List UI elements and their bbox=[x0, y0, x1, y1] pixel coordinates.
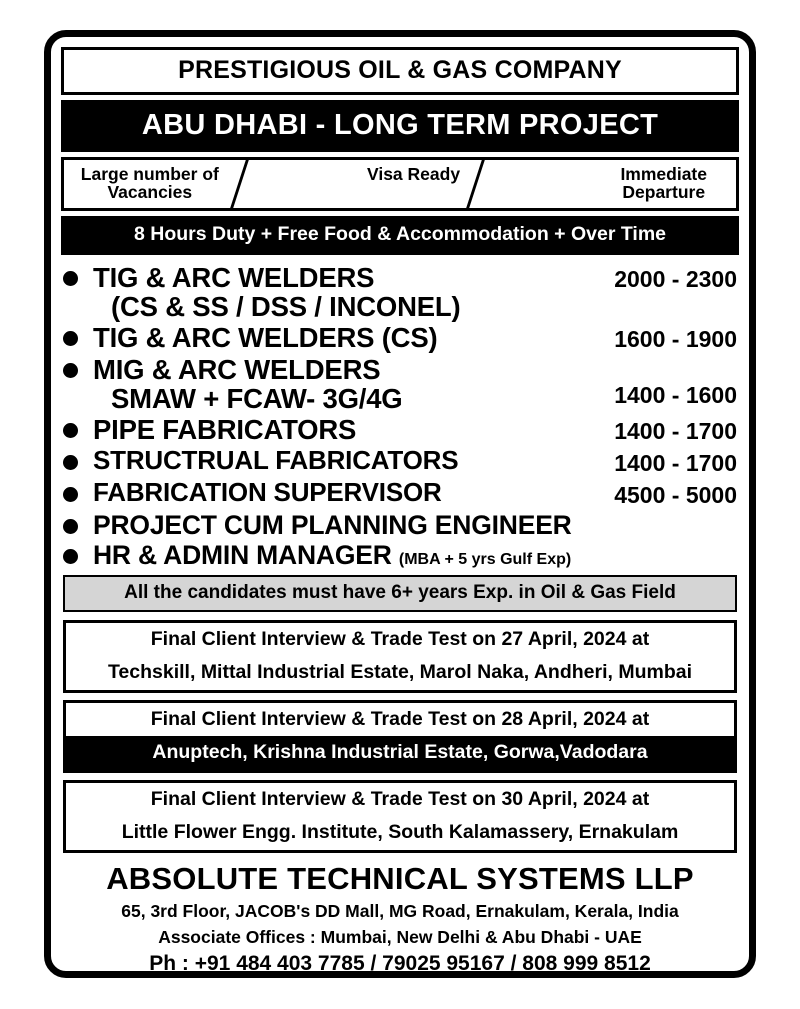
highlights-bar bbox=[61, 157, 739, 211]
job-title-main: PROJECT CUM PLANNING ENGINEER bbox=[93, 510, 572, 541]
bullet-icon bbox=[63, 322, 93, 351]
interview-date-line: Final Client Interview & Trade Test on 30 April, 2024 at bbox=[150, 788, 650, 811]
job-title-main: TIG & ARC WELDERS bbox=[93, 261, 375, 293]
bullet-icon bbox=[63, 446, 93, 475]
poster-inner bbox=[61, 47, 739, 975]
interview-block bbox=[63, 620, 737, 693]
bullet-icon bbox=[63, 262, 93, 291]
job-title bbox=[93, 510, 737, 539]
job-salary: 1400 - 1600 bbox=[614, 381, 737, 408]
job-row bbox=[63, 414, 737, 445]
job-title-main: HR & ADMIN MANAGER bbox=[93, 540, 392, 571]
interview-venue-line: Little Flower Engg. Institute, South Kalamassery, Ernakulam bbox=[121, 821, 679, 844]
poster-title: PRESTIGIOUS OIL & GAS COMPANY bbox=[61, 47, 739, 95]
experience-requirement: All the candidates must have 6+ years Exp. in Oil & Gas Field bbox=[63, 575, 737, 612]
job-title-main: FABRICATION SUPERVISOR bbox=[93, 477, 442, 508]
job-title bbox=[93, 414, 585, 444]
job-row bbox=[63, 510, 737, 539]
highlight-vacancies: Large number of Vacancies bbox=[80, 164, 219, 202]
job-title bbox=[93, 322, 585, 352]
divider-slash-2 bbox=[466, 160, 597, 208]
divider-slash-1 bbox=[230, 160, 361, 208]
job-salary: 4500 - 5000 bbox=[614, 482, 737, 509]
bullet-icon bbox=[63, 510, 93, 539]
interview-block bbox=[63, 700, 737, 773]
job-title bbox=[93, 354, 585, 413]
job-salary: 2000 - 2300 bbox=[614, 265, 737, 292]
job-advertisement-poster bbox=[44, 30, 756, 978]
job-title-main: STRUCTRUAL FABRICATORS bbox=[93, 445, 459, 476]
bullet-icon bbox=[63, 540, 93, 569]
job-salary: 1600 - 1900 bbox=[614, 325, 737, 352]
bullet-icon bbox=[63, 354, 93, 383]
job-row bbox=[63, 540, 737, 569]
interview-venue-line: Anuptech, Krishna Industrial Estate, Gorwa,Vadodara bbox=[66, 736, 734, 770]
company-name: ABSOLUTE TECHNICAL SYSTEMS LLP bbox=[106, 861, 694, 897]
job-row bbox=[63, 322, 737, 353]
poster-subtitle: ABU DHABI - LONG TERM PROJECT bbox=[61, 100, 739, 152]
bullet-icon bbox=[63, 414, 93, 443]
job-title bbox=[93, 446, 585, 475]
job-title-note: (MBA + 5 yrs Gulf Exp) bbox=[398, 551, 572, 569]
company-address-line-1: 65, 3rd Floor, JACOB's DD Mall, MG Road, Ernakulam, Kerala, India bbox=[121, 901, 679, 922]
interview-block bbox=[63, 780, 737, 853]
job-row bbox=[63, 446, 737, 477]
job-title-sub: SMAW + FCAW- 3G/4G bbox=[111, 382, 403, 414]
job-row bbox=[63, 478, 737, 509]
job-title-main: PIPE FABRICATORS bbox=[93, 414, 357, 446]
job-title bbox=[93, 478, 585, 507]
job-list bbox=[63, 262, 737, 570]
job-title-main: MIG & ARC WELDERS bbox=[93, 353, 381, 385]
bullet-icon bbox=[63, 478, 93, 507]
interview-date-line: Final Client Interview & Trade Test on 27 April, 2024 at bbox=[150, 628, 650, 651]
highlight-departure: Immediate Departure bbox=[620, 164, 707, 202]
company-phone: Ph : +91 484 403 7785 / 79025 95167 / 808 999 8512 bbox=[149, 951, 651, 975]
job-title-sub: (CS & SS / DSS / INCONEL) bbox=[111, 290, 461, 322]
highlight-visa: Visa Ready bbox=[366, 164, 461, 184]
duty-bar: 8 Hours Duty + Free Food & Accommodation + Over Time bbox=[61, 216, 739, 255]
interview-venue-line: Techskill, Mittal Industrial Estate, Marol Naka, Andheri, Mumbai bbox=[107, 661, 693, 684]
company-address-line-2: Associate Offices : Mumbai, New Delhi & Abu Dhabi - UAE bbox=[158, 926, 642, 947]
job-title-main: TIG & ARC WELDERS (CS) bbox=[93, 321, 438, 353]
interview-date-line: Final Client Interview & Trade Test on 28 April, 2024 at bbox=[150, 708, 650, 731]
job-title bbox=[93, 262, 585, 321]
job-salary: 1400 - 1700 bbox=[614, 418, 737, 445]
job-salary: 1400 - 1700 bbox=[614, 450, 737, 477]
job-title bbox=[93, 540, 737, 569]
job-row bbox=[63, 262, 737, 321]
job-row bbox=[63, 354, 737, 413]
